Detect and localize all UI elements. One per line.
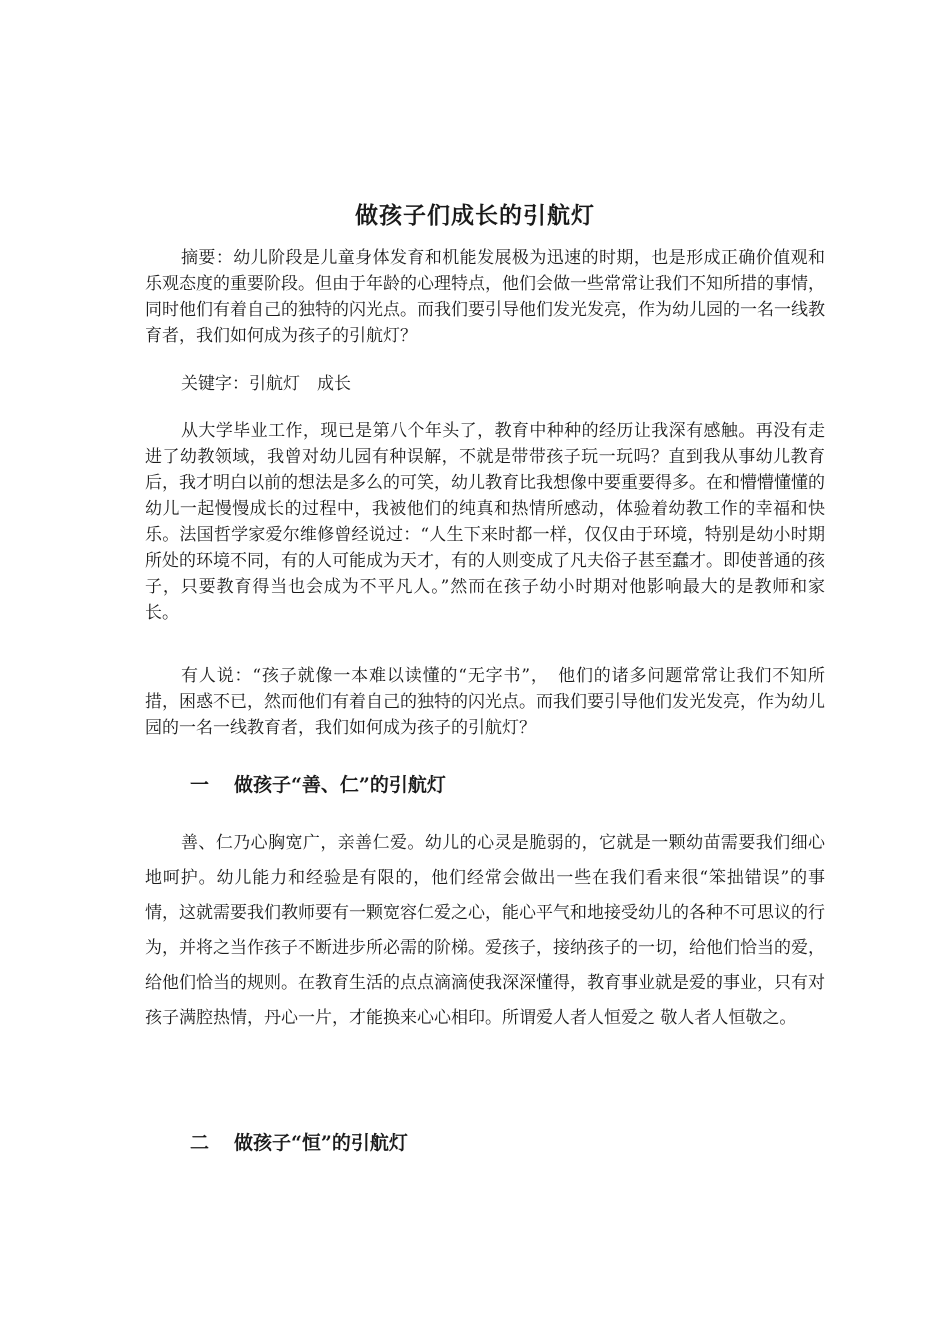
section-heading-text: 做孩子“善、仁”的引航灯 (234, 774, 446, 796)
section-number: 二 (190, 1132, 210, 1154)
section-number: 一 (190, 774, 210, 796)
section-heading-1 (190, 770, 446, 797)
intro-paragraph: 从大学毕业工作，现已是第八个年头了，教育中种种的经历让我深有感触。再没有走进了幼教领域，我曾对幼儿园有种误解，不就是带带孩子玩一玩吗？直到我从事幼儿教育后，我才明白以前的想法是多么的可笑，幼儿教育比我想像中要重要得多。在和懵懵懂懂的幼儿一起慢慢成长的过程中，我被他们的纯真和热情所感动，体验着幼教工作的幸福和快乐。法国哲学家爱尔维修曾经说过：“人生下来时都一样，仅仅由于环境，特别是幼小时期所处的环境不同，有的人可能成为天才，有的人则变成了凡夫俗子甚至蠢才。即使普通的孩子，只要教育得当也会成为不平凡人。”然而在孩子幼小时期对他影响最大的是教师和家长。 (145, 421, 825, 623)
section-1-body: 善、仁乃心胸宽广，亲善仁爱。幼儿的心灵是脆弱的，它就是一颗幼苗需要我们细心地呵护。幼儿能力和经验是有限的，他们经常会做出一些在我们看来很“笨拙错误”的事情，这就需要我们教师要有一颗宽容仁爱之心，能心平气和地接受幼儿的各种不可思议的行为，并将之当作孩子不断进步所必需的阶梯。爱孩子，接纳孩子的一切，给他们恰当的爱，给他们恰当的规则。在教育生活的点点滴滴使我深深懂得，教育事业就是爱的事业，只有对孩子满腔热情，丹心一片，才能换来心心相印。所谓爱人者人恒爱之 敬人者人恒敬之。 (145, 833, 825, 1028)
section-heading-text: 做孩子“恒”的引航灯 (234, 1132, 408, 1154)
quote-paragraph: 有人说：“孩子就像一本难以读懂的“无字书”， 他们的诸多问题常常让我们不知所措，困惑不已，然而他们有着自己的独特的闪光点。而我们要引导他们发光发亮，作为幼儿园的一名一线教育者，我们如何成为孩子的引航灯？ (145, 666, 825, 738)
section-heading-2 (190, 1128, 408, 1155)
document-title: 做孩子们成长的引航灯 (355, 202, 595, 230)
abstract-paragraph: 摘要：幼儿阶段是儿童身体发育和机能发展极为迅速的时期，也是形成正确价值观和乐观态度的重要阶段。但由于年龄的心理特点，他们会做一些常常让我们不知所措的事情，同时他们有着自己的独特的闪光点。而我们要引导他们发光发亮，作为幼儿园的一名一线教育者，我们如何成为孩子的引航灯？ (145, 248, 825, 346)
keywords-line: 关键字：引航灯 成长 (181, 374, 351, 394)
